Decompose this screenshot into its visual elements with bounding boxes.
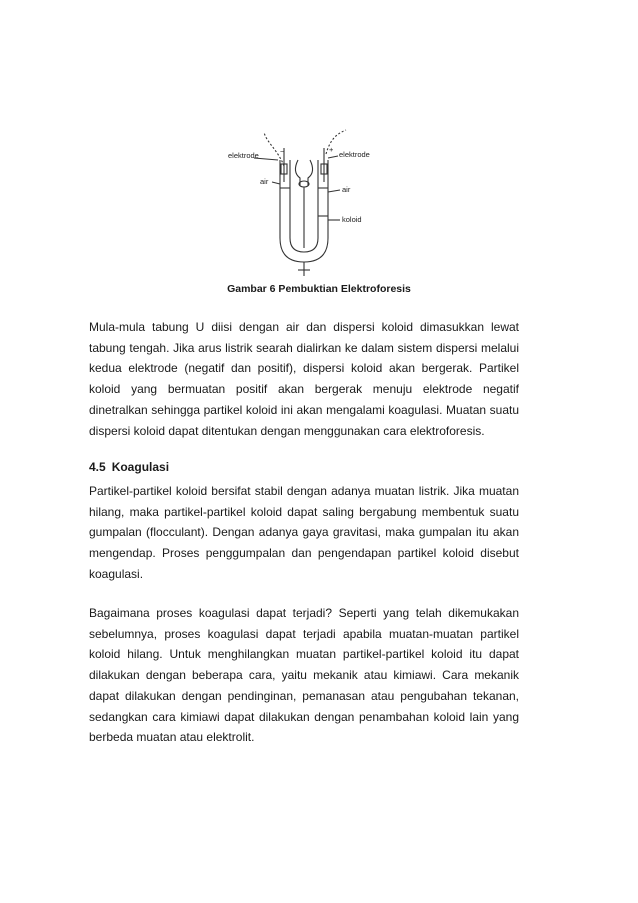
label-air-left: air bbox=[260, 177, 269, 186]
label-air-right: air bbox=[342, 185, 351, 194]
electrophoresis-figure bbox=[226, 120, 422, 280]
paragraph-coagulation-intro: Partikel-partikel koloid bersifat stabil dengan adanya muatan listrik. Jika muatan hilang, maka partikel-partikel koloid dapat saling bergabung membentuk suatu gumpalan (flocculant). Dengan adanya gaya gravitasi, maka gumpalan itu akan mengendap. Proses penggumpalan dan pengendapan partikel koloid disebut koagulasi. bbox=[89, 484, 519, 581]
label-electrode-left: elektrode bbox=[228, 151, 259, 160]
label-plus: + bbox=[329, 145, 334, 154]
section-heading bbox=[89, 460, 169, 474]
u-tube-diagram bbox=[226, 120, 422, 280]
paragraph-coagulation-process: Bagaimana proses koagulasi dapat terjadi? Seperti yang telah dikemukakan sebelumnya, proses koagulasi dapat terjadi apabila muatan-muatan partikel koloid hilang. Untuk menghilangkan muatan partikel-partikel koloid itu dapat dilakukan dengan beberapa cara, yaitu mekanik atau kimiawi. Cara mekanik dapat dilakukan dengan pendinginan, pemanasan atau pengubahan tekanan, sedangkan cara kimiawi dapat dilakukan dengan penambahan koloid lain yang berbeda muatan atau elektrolit. bbox=[89, 606, 519, 745]
section-number: 4.5 bbox=[89, 460, 106, 474]
label-koloid: koloid bbox=[342, 215, 362, 224]
label-minus: − bbox=[280, 147, 285, 156]
label-electrode-right: elektrode bbox=[339, 150, 370, 159]
paragraph-electrophoresis: Mula-mula tabung U diisi dengan air dan dispersi koloid dimasukkan lewat tabung tengah. Jika arus listrik searah dialirkan ke dalam sistem dispersi melalui kedua elektrode (negatif dan positif), dispersi koloid akan bergerak. Partikel koloid yang bermuatan positif akan bergerak menuju elektrode negatif dinetralkan sehingga partikel koloid ini akan mengalami koagulasi. Muatan suatu dispersi koloid dapat ditentukan dengan menggunakan cara elektroforesis. bbox=[89, 320, 519, 438]
section-title: Koagulasi bbox=[111, 460, 170, 474]
center-funnel bbox=[295, 160, 312, 186]
figure-caption: Gambar 6 Pembuktian Elektroforesis bbox=[227, 283, 411, 295]
